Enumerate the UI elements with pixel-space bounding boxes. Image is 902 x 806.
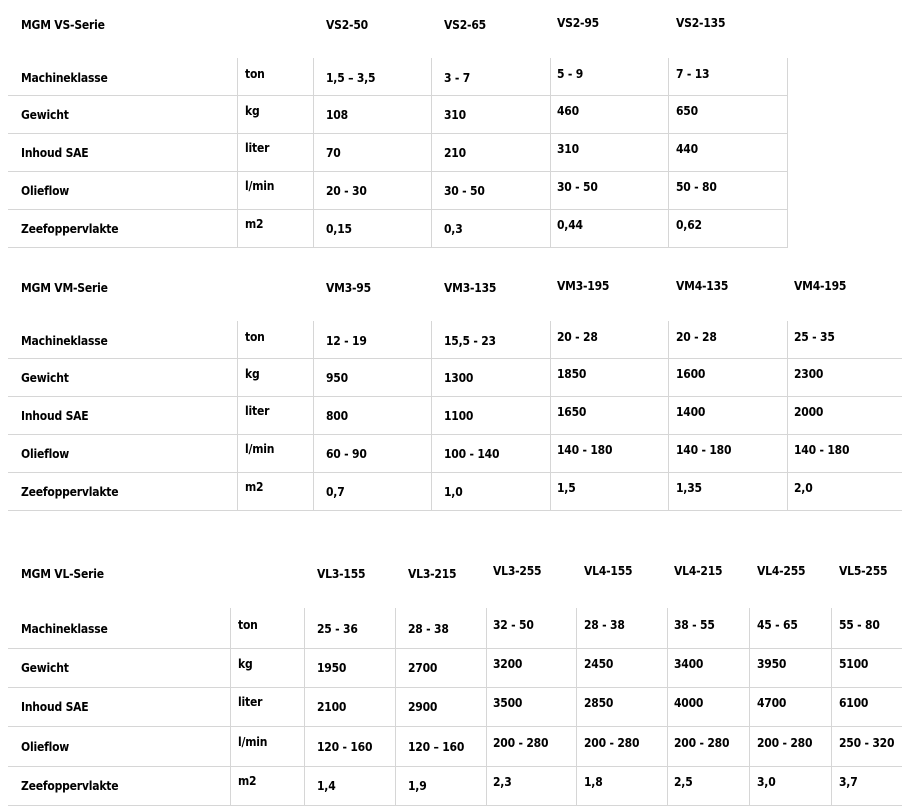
row-divider [8,358,902,359]
row-label: Zeefoppervlakte [21,485,119,499]
row-unit: liter [245,141,270,155]
model-header: VL3-155 [317,567,366,581]
table-cell: 950 [326,371,348,385]
row-unit: l/min [245,179,275,193]
column-divider [668,321,669,510]
column-divider [431,58,432,247]
column-divider [668,58,669,247]
table-cell: 5 - 9 [557,67,584,81]
model-header: VL3-255 [493,564,542,578]
table-cell: 3400 [674,657,704,671]
table-cell: 1,35 [676,481,702,495]
row-divider [8,687,902,688]
table-cell: 250 - 320 [839,736,895,750]
column-divider [313,58,314,247]
table-cell: 2100 [317,700,347,714]
table-cell: 3500 [493,696,523,710]
model-header: VL5-255 [839,564,888,578]
model-header: VS2-135 [676,16,726,30]
row-unit: m2 [245,217,264,231]
model-header: VM4-135 [676,279,729,293]
row-label: Gewicht [21,661,69,675]
row-label: Olieflow [21,740,70,754]
row-divider [8,510,902,511]
row-divider [8,726,902,727]
row-divider [8,171,788,172]
row-divider [8,434,902,435]
model-header: VL4-255 [757,564,806,578]
table-cell: 210 [444,146,466,160]
row-unit: m2 [238,774,257,788]
column-divider [230,608,231,805]
table-cell: 1,4 [317,779,336,793]
table-cell: 1400 [676,405,706,419]
table-cell: 1,8 [584,775,603,789]
table-cell: 120 – 160 [408,740,465,754]
table-cell: 440 [676,142,698,156]
table-cell: 1100 [444,409,474,423]
table-cell: 650 [676,104,698,118]
model-header: VS2-65 [444,18,486,32]
table-cell: 15,5 - 23 [444,334,496,348]
table-cell: 2,5 [674,775,693,789]
column-divider [667,608,668,805]
row-divider [8,209,788,210]
row-unit: l/min [245,442,275,456]
row-unit: liter [245,404,270,418]
table-cell: 2850 [584,696,614,710]
table-cell: 310 [444,108,466,122]
table-cell: 120 - 160 [317,740,373,754]
row-unit: ton [245,67,265,81]
row-divider [8,648,902,649]
row-label: Inhoud SAE [21,146,89,160]
column-divider [486,608,487,805]
table-cell: 5100 [839,657,869,671]
table-cell: 0,15 [326,222,352,236]
table-cell: 28 - 38 [584,618,625,632]
row-label: Olieflow [21,184,70,198]
column-divider [313,321,314,510]
table-cell: 30 - 50 [444,184,485,198]
table-cell: 32 - 50 [493,618,534,632]
table-title: MGM VL-Serie [21,567,104,581]
row-unit: m2 [245,480,264,494]
table-cell: 20 - 28 [557,330,598,344]
row-label: Olieflow [21,447,70,461]
row-unit: kg [245,104,260,118]
table-cell: 200 - 280 [757,736,813,750]
row-label: Zeefoppervlakte [21,779,119,793]
model-header: VL4-155 [584,564,633,578]
table-cell: 200 - 280 [674,736,730,750]
column-divider [787,58,788,247]
row-unit: kg [245,367,260,381]
table-cell: 1,5 – 3,5 [326,71,376,85]
model-header: VS2-50 [326,18,368,32]
column-divider [831,608,832,805]
row-label: Machineklasse [21,622,108,636]
column-divider [550,321,551,510]
table-cell: 800 [326,409,348,423]
row-divider [8,766,902,767]
table-cell: 28 - 38 [408,622,449,636]
model-header: VM3-95 [326,281,371,295]
row-divider [8,472,902,473]
row-label: Zeefoppervlakte [21,222,119,236]
column-divider [304,608,305,805]
table-cell: 2300 [794,367,824,381]
row-label: Gewicht [21,371,69,385]
table-cell: 0,62 [676,218,702,232]
table-cell: 45 - 65 [757,618,798,632]
table-cell: 3,0 [757,775,776,789]
table-cell: 1600 [676,367,706,381]
table-cell: 3950 [757,657,787,671]
table-cell: 100 - 140 [444,447,500,461]
table-cell: 2,0 [794,481,813,495]
table-cell: 25 - 36 [317,622,358,636]
row-divider [8,247,788,248]
table-cell: 6100 [839,696,869,710]
row-unit: liter [238,695,263,709]
table-cell: 7 - 13 [676,67,710,81]
table-cell: 2900 [408,700,438,714]
row-label: Gewicht [21,108,69,122]
table-cell: 3 - 7 [444,71,471,85]
table-cell: 3200 [493,657,523,671]
column-divider [576,608,577,805]
model-header: VM3-135 [444,281,497,295]
table-cell: 200 - 280 [493,736,549,750]
column-divider [395,608,396,805]
table-cell: 2000 [794,405,824,419]
table-cell: 200 - 280 [584,736,640,750]
table-cell: 50 - 80 [676,180,717,194]
table-cell: 1850 [557,367,587,381]
table-cell: 140 - 180 [557,443,613,457]
table-cell: 1300 [444,371,474,385]
row-label: Inhoud SAE [21,700,89,714]
table-cell: 4700 [757,696,787,710]
table-cell: 70 [326,146,341,160]
table-cell: 1,5 [557,481,576,495]
model-header: VM3-195 [557,279,610,293]
column-divider [431,321,432,510]
table-cell: 108 [326,108,348,122]
model-header: VM4-195 [794,279,847,293]
column-divider [237,58,238,247]
table-cell: 30 - 50 [557,180,598,194]
column-divider [237,321,238,510]
table-cell: 2700 [408,661,438,675]
table-cell: 140 - 180 [676,443,732,457]
model-header: VS2-95 [557,16,599,30]
table-cell: 0,44 [557,218,583,232]
table-cell: 12 - 19 [326,334,367,348]
table-cell: 1650 [557,405,587,419]
table-cell: 25 - 35 [794,330,835,344]
table-cell: 0,7 [326,485,345,499]
table-cell: 60 - 90 [326,447,367,461]
row-unit: ton [245,330,265,344]
table-title: MGM VS-Serie [21,18,105,32]
table-cell: 1950 [317,661,347,675]
row-unit: ton [238,618,258,632]
table-cell: 310 [557,142,579,156]
model-header: VL3-215 [408,567,457,581]
column-divider [550,58,551,247]
row-divider [8,95,788,96]
row-label: Machineklasse [21,71,108,85]
row-label: Machineklasse [21,334,108,348]
table-cell: 20 - 30 [326,184,367,198]
table-cell: 3,7 [839,775,858,789]
column-divider [749,608,750,805]
row-divider [8,133,788,134]
table-cell: 4000 [674,696,704,710]
table-cell: 1,9 [408,779,427,793]
table-cell: 1,0 [444,485,463,499]
row-label: Inhoud SAE [21,409,89,423]
table-cell: 20 - 28 [676,330,717,344]
table-title: MGM VM-Serie [21,281,108,295]
table-cell: 38 - 55 [674,618,715,632]
table-cell: 0,3 [444,222,463,236]
table-cell: 2450 [584,657,614,671]
table-cell: 2,3 [493,775,512,789]
model-header: VL4-215 [674,564,723,578]
row-divider [8,396,902,397]
column-divider [787,321,788,510]
table-cell: 140 - 180 [794,443,850,457]
table-cell: 460 [557,104,579,118]
row-unit: kg [238,657,253,671]
row-unit: l/min [238,735,268,749]
table-cell: 55 - 80 [839,618,880,632]
